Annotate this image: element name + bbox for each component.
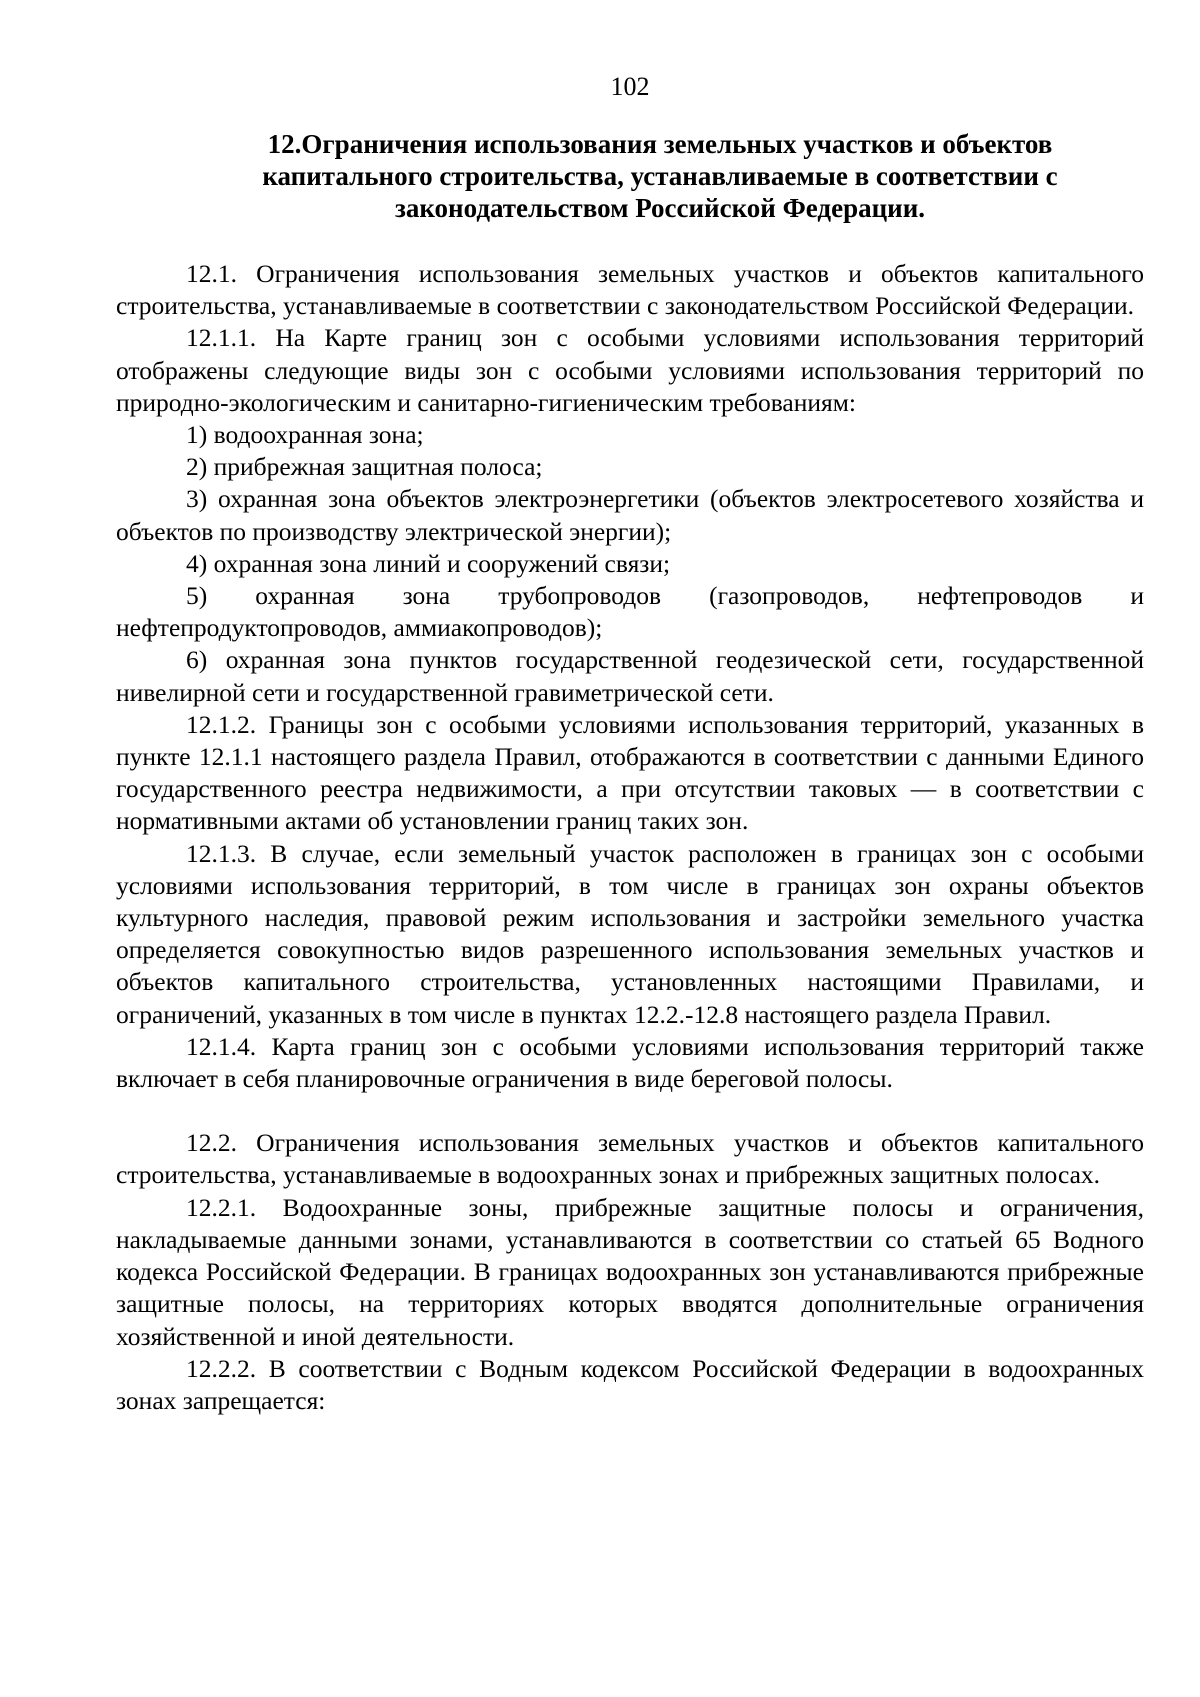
list-item-2: 2) прибрежная защитная полоса;: [186, 452, 543, 482]
paragraph-12-2-1: 12.2.1. Водоохранные зоны, прибрежные защитные полосы и ограничения, накладываемые данными зонами, устанавливаются в соответствии со статьей 65 Водного кодекса Российской Федерации. В границах водоохранных зон устанавливаются прибрежные защитные полосы, на территориях которых вводятся дополнительные ограничения хозяйственной и иной деятельности.: [116, 1192, 1144, 1351]
section-heading-line-3: законодательством Российской Федерации.: [394, 193, 926, 223]
document-body: [116, 258, 1144, 1417]
paragraph-12-1-2: 12.1.2. Границы зон с особыми условиями использования территорий, указанных в пункте 12.1.1 настоящего раздела Правил, отображаются в соответствии с данными Единого государственного реестра недвижимости, а при отсутствии таковых — в соответствии с нормативными актами об установлении границ таких зон.: [116, 709, 1144, 836]
list-item-4: 4) охранная зона линий и сооружений связи;: [186, 548, 671, 578]
paragraph-12-1: 12.1. Ограничения использования земельных участков и объектов капитального строительства, устанавливаемые в соответствии с законодательством Российской Федерации.: [116, 259, 1144, 321]
section-heading-line-1: 12.Ограничения использования земельных участков и объектов: [267, 129, 1053, 159]
list-item-5: 5) охранная зона трубопроводов (газопроводов, нефтепроводов и нефтепродуктопроводов, аммиакопроводов);: [116, 581, 1144, 643]
paragraph-12-2: 12.2. Ограничения использования земельных участков и объектов капитального строительства, устанавливаемые в водоохранных зонах и прибрежных защитных полосах.: [116, 1128, 1144, 1190]
section-heading-line-2: капитального строительства, устанавливаемые в соответствии с: [262, 161, 1058, 191]
list-item-3: 3) охранная зона объектов электроэнергетики (объектов электросетевого хозяйства и объектов по производству электрической энергии);: [116, 484, 1144, 546]
paragraph-12-1-1: 12.1.1. На Карте границ зон с особыми условиями использования территорий отображены следующие виды зон с особыми условиями использования территорий по природно-экологическим и санитарно-гигиеническим требованиям:: [116, 323, 1144, 417]
paragraph-12-1-3: 12.1.3. В случае, если земельный участок расположен в границах зон с особыми условиями использования территорий, в том числе в границах зон охраны объектов культурного наследия, правовой режим использования и застройки земельного участка определяется совокупностью видов разрешенного использования земельных участков и объектов капитального строительства, установленных настоящими Правилами, и ограничений, указанных в том числе в пунктах 12.2.-12.8 настоящего раздела Правил.: [116, 838, 1144, 1029]
section-heading: [230, 128, 1090, 224]
paragraph-12-1-4: 12.1.4. Карта границ зон с особыми условиями использования территорий также включает в себя планировочные ограничения в виде береговой полосы.: [116, 1031, 1144, 1094]
list-item-6: 6) охранная зона пунктов государственной геодезической сети, государственной нивелирной сети и государственной гравиметрической сети.: [116, 645, 1144, 707]
list-item-1: 1) водоохранная зона;: [186, 420, 424, 450]
paragraph-12-2-2: 12.2.2. В соответствии с Водным кодексом Российской Федерации в водоохранных зонах запрещается:: [116, 1353, 1144, 1415]
page-number: 102: [610, 72, 650, 101]
